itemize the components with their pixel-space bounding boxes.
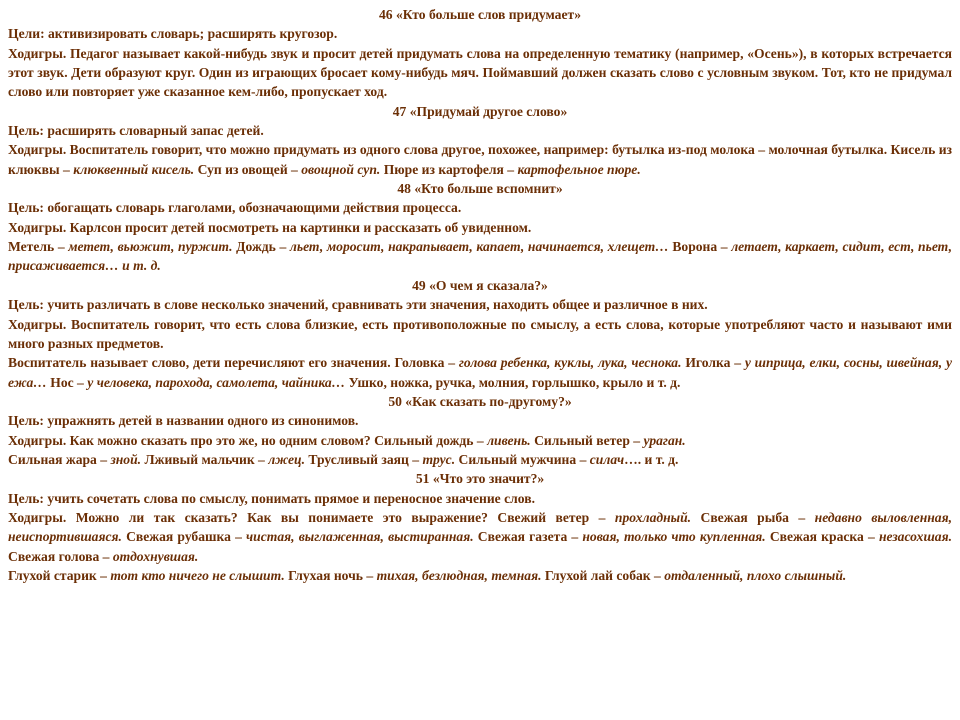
game-47-rules	[8, 140, 952, 179]
text-run: Пюре из картофеля –	[380, 161, 518, 177]
text-run: Глухая ночь –	[284, 567, 377, 583]
text-run: Сильный мужчина –	[455, 451, 590, 467]
answer-italic: тот кто ничего не слышит.	[110, 567, 285, 583]
game-49-rules: Ходигры. Воспитатель говорит, что есть слова близкие, есть противоположные по смыслу, а есть слова, которые употребляют часто и называют ими много разных предметов.	[8, 316, 952, 351]
answer-italic: голова ребенка, куклы, лука, чеснока.	[458, 355, 682, 371]
game-49-examples	[8, 353, 952, 392]
game-50-goal: Цель: упражнять детей в названии одного из синонимов.	[8, 413, 359, 429]
answer-italic: зной.	[110, 451, 142, 467]
answer-italic: отдаленный, плохо слышный.	[664, 567, 847, 583]
document	[8, 5, 952, 585]
answer-italic: картофельное пюре.	[517, 161, 641, 177]
answer-italic: отдохнувшая.	[112, 548, 199, 564]
text-run: Свежая рубашка –	[121, 529, 247, 545]
game-46-title: 46 «Кто больше слов придумает»	[378, 7, 581, 22]
answer-italic: новая, только что купленная.	[582, 529, 766, 545]
game-51-rules	[8, 508, 952, 566]
answer-italic: ураган.	[643, 432, 686, 448]
answer-italic: чистая, выглаженная, выстиранная.	[246, 529, 474, 545]
game-48-goal: Цель: обогащать словарь глаголами, обозначающими действия процесса.	[8, 200, 462, 216]
text-run: Дождь –	[232, 239, 290, 255]
text-run: …. и т. д.	[624, 451, 679, 467]
text-run: Ворона –	[668, 239, 732, 255]
game-51-examples	[8, 566, 952, 585]
answer-italic: овощной суп.	[301, 161, 381, 177]
text-run: Ходигры. Как можно сказать про это же, но одним словом? Сильный дождь –	[8, 432, 488, 448]
game-51-goal: Цель: учить сочетать слова по смыслу, понимать прямое и переносное значение слов.	[8, 490, 535, 506]
text-run: Свежая рыба –	[691, 509, 815, 525]
answer-italic: метет, вьюжит, пуржит.	[68, 239, 233, 255]
answer-italic: силач	[589, 451, 625, 467]
text-run: Свежая краска –	[765, 529, 879, 545]
text-run: Воспитатель называет слово, дети перечисляют его значения. Головка –	[8, 355, 459, 371]
text-run: Суп из овощей –	[194, 161, 302, 177]
game-46-goal: Цели: активизировать словарь; расширять кругозор.	[8, 26, 338, 42]
text-run: Лживый мальчик –	[141, 451, 269, 467]
answer-italic: недавно выловленная, неиспортившаяся.	[8, 509, 952, 545]
text-run: Глухой лай собак –	[541, 567, 665, 583]
text-run: Ходигры. Можно ли так сказать? Как вы понимаете это выражение? Свежий ветер –	[8, 509, 615, 525]
text-run: Сильный ветер –	[530, 432, 644, 448]
game-50-examples	[8, 450, 952, 469]
answer-italic: незасохшая.	[878, 529, 952, 545]
answer-italic: клюквенный кисель.	[73, 161, 195, 177]
text-run: Ушко, ножка, ручка, молния, горлышко, крыло и т. д.	[345, 374, 681, 390]
text-run: Свежая голова –	[8, 548, 113, 564]
text-run: Трусливый заяц –	[305, 451, 423, 467]
answer-italic: у шприца, елки, сосны, швейная, у ежа…	[8, 355, 952, 390]
answer-italic: трус.	[422, 451, 456, 467]
answer-italic: прохладный.	[614, 509, 692, 525]
game-50-rules	[8, 431, 952, 450]
answer-italic: тихая, безлюдная, темная.	[376, 567, 542, 583]
answer-italic: льет, моросит, накрапывает, капает, начинается, хлещет…	[289, 239, 669, 255]
text-run: Иголка –	[681, 355, 745, 371]
game-50-title: 50 «Как сказать по-другому?»	[388, 393, 572, 409]
game-48-title: 48 «Кто больше вспомнит»	[397, 181, 563, 197]
answer-italic: у человека, парохода, самолета, чайника…	[87, 374, 346, 390]
text-run: Метель –	[8, 239, 69, 255]
game-48-examples	[8, 237, 952, 276]
game-49-title: 49 «О чем я сказала?»	[412, 277, 548, 293]
answer-italic: летает, каркает, сидит, ест, пьет, присаживается… и т. д.	[8, 239, 952, 274]
answer-italic: ливень.	[487, 432, 531, 448]
text-run: Сильная жара –	[8, 451, 111, 467]
text-run: Ходигры. Воспитатель говорит, что можно придумать из одного слова другое, похожее, например: бутылка из-под молока – молочная бутылка. Кисель из клюквы –	[8, 142, 952, 177]
answer-italic: лжец.	[268, 451, 305, 467]
game-51-title: 51 «Что это значит?»	[415, 471, 545, 487]
text-run: Нос –	[46, 374, 88, 390]
text-run: Свежая газета –	[473, 529, 583, 545]
game-47-title: 47 «Придумай другое слово»	[392, 103, 568, 119]
game-46-rules: Ходигры. Педагог называет какой-нибудь звук и просит детей придумать слова на определенную тематику (например, «Осень»), в которых встречается этот звук. Дети образуют круг. Один из играющих бросает кому-нибудь мяч. Поймавший должен сказать слово с условным звуком. Тот, кто не придумал слово или повторяет уже сказанное кем-либо, пропускает ход.	[8, 45, 952, 100]
game-48-rules: Ходигры. Карлсон просит детей посмотреть на картинки и рассказать об увиденном.	[8, 219, 532, 235]
game-49-goal: Цель: учить различать в слове несколько значений, сравнивать эти значения, находить общее и различное в них.	[8, 297, 708, 313]
text-run: Глухой старик –	[8, 567, 111, 583]
game-47-goal: Цель: расширять словарный запас детей.	[8, 123, 264, 139]
